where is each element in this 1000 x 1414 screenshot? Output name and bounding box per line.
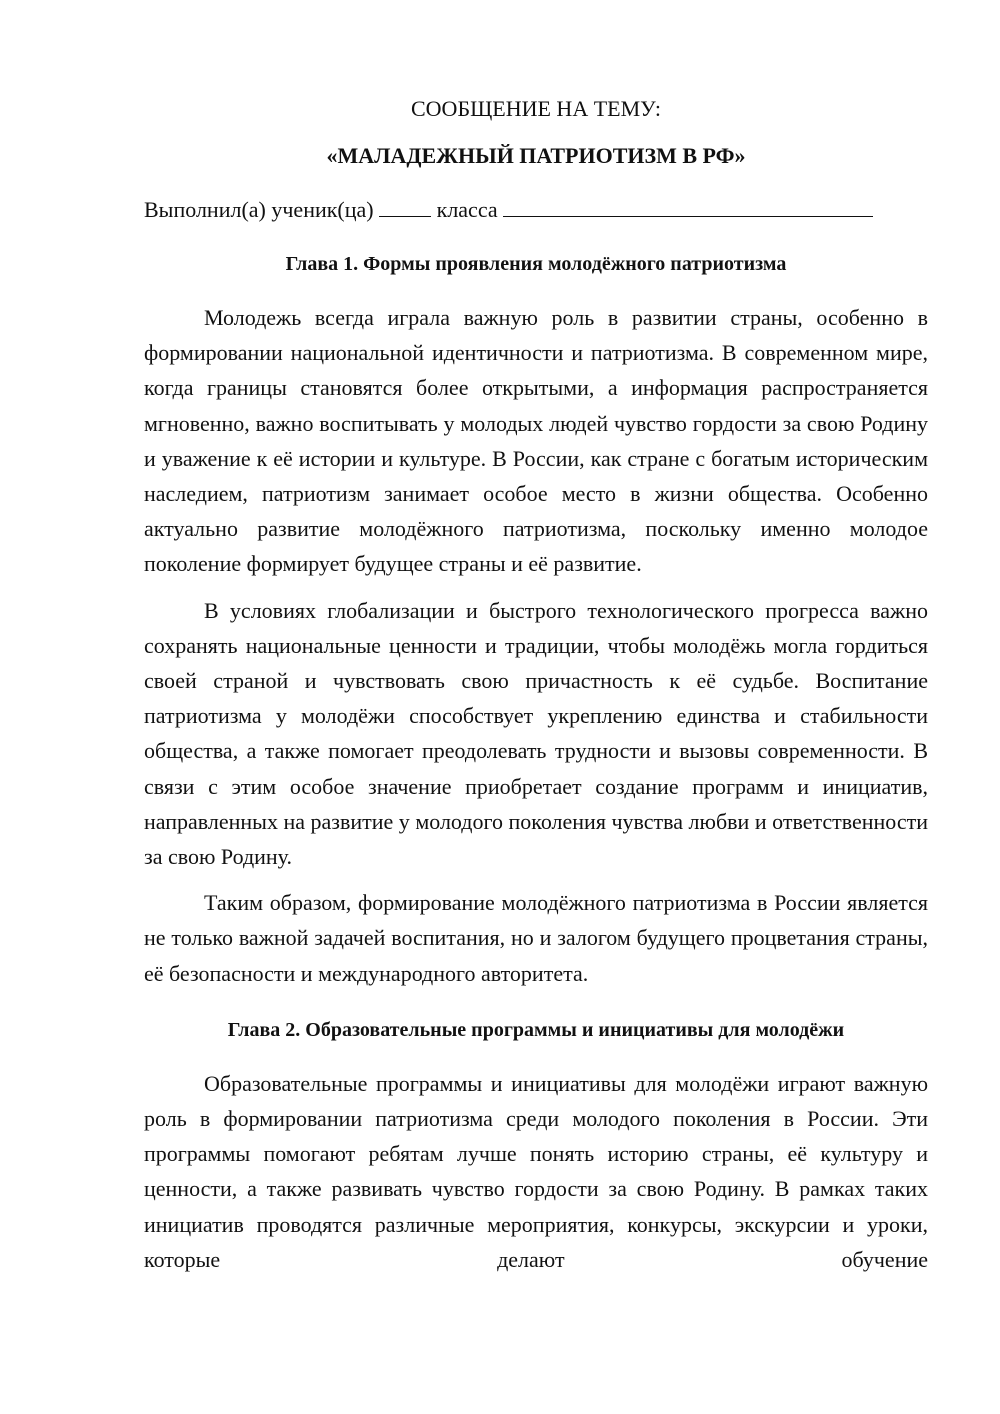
document-page bbox=[144, 92, 928, 1277]
chapter-1-paragraph-2: В условиях глобализации и быстрого технологического прогресса важно сохранять национальные ценности и традиции, чтобы молодёжь могла гордиться своей страной и чувствовать свою причастность к её судьбе. Воспитание патриотизма у молодёжи способствует укреплению единства и стабильности общества, а также помогает преодолевать трудности и вызовы современности. В связи с этим особое значение приобретает создание программ и инициатив, направленных на развитие у молодого поколения чувства любви и ответственности за свою Родину. bbox=[144, 597, 928, 870]
name-blank bbox=[503, 194, 873, 217]
chapter-1-paragraph-1: Молодежь всегда играла важную роль в развитии страны, особенно в формировании национальной идентичности и патриотизма. В современном мире, когда границы становятся более открытыми, а информация распространяется мгновенно, важно воспитывать у молодых людей чувство гордости за свою Родину и уважение к её истории и культуре. В России, как стране с богатым историческим наследием, патриотизм занимает особое место в жизни общества. Особенно актуально развитие молодёжного патриотизма, поскольку именно молодое поколение формирует будущее страны и её развитие. bbox=[144, 305, 928, 577]
author-line bbox=[144, 193, 928, 227]
chapter-2-paragraph-1: Образовательные программы и инициативы для молодёжи играют важную роль в формировании патриотизма среди молодого поколения в России. Эти программы помогают ребятам лучше понять историю страны, её культуру и ценности, а также развивать чувство гордости за свою Родину. В рамках таких инициатив проводятся различные мероприятия, конкурсы, экскурсии и уроки, которые делают обучение bbox=[144, 1070, 928, 1272]
document-title-line-1: СООБЩЕНИЕ НА ТЕМУ: bbox=[411, 96, 661, 121]
chapter-1-paragraph-3: Таким образом, формирование молодёжного патриотизма в России является не только важной задачей воспитания, но и залогом будущего процветания страны, её безопасности и международного авторитета. bbox=[144, 890, 928, 986]
chapter-2-heading: Глава 2. Образовательные программы и инициативы для молодёжи bbox=[227, 1018, 845, 1041]
document-title-topic: «МАЛАДЕЖНЫЙ ПАТРИОТИЗМ В РФ» bbox=[326, 143, 746, 168]
author-class-label: класса bbox=[436, 197, 498, 222]
author-prefix: Выполнил(а) ученик(ца) bbox=[144, 197, 374, 222]
grade-blank bbox=[379, 194, 431, 217]
chapter-1-heading: Глава 1. Формы проявления молодёжного патриотизма bbox=[285, 253, 787, 275]
